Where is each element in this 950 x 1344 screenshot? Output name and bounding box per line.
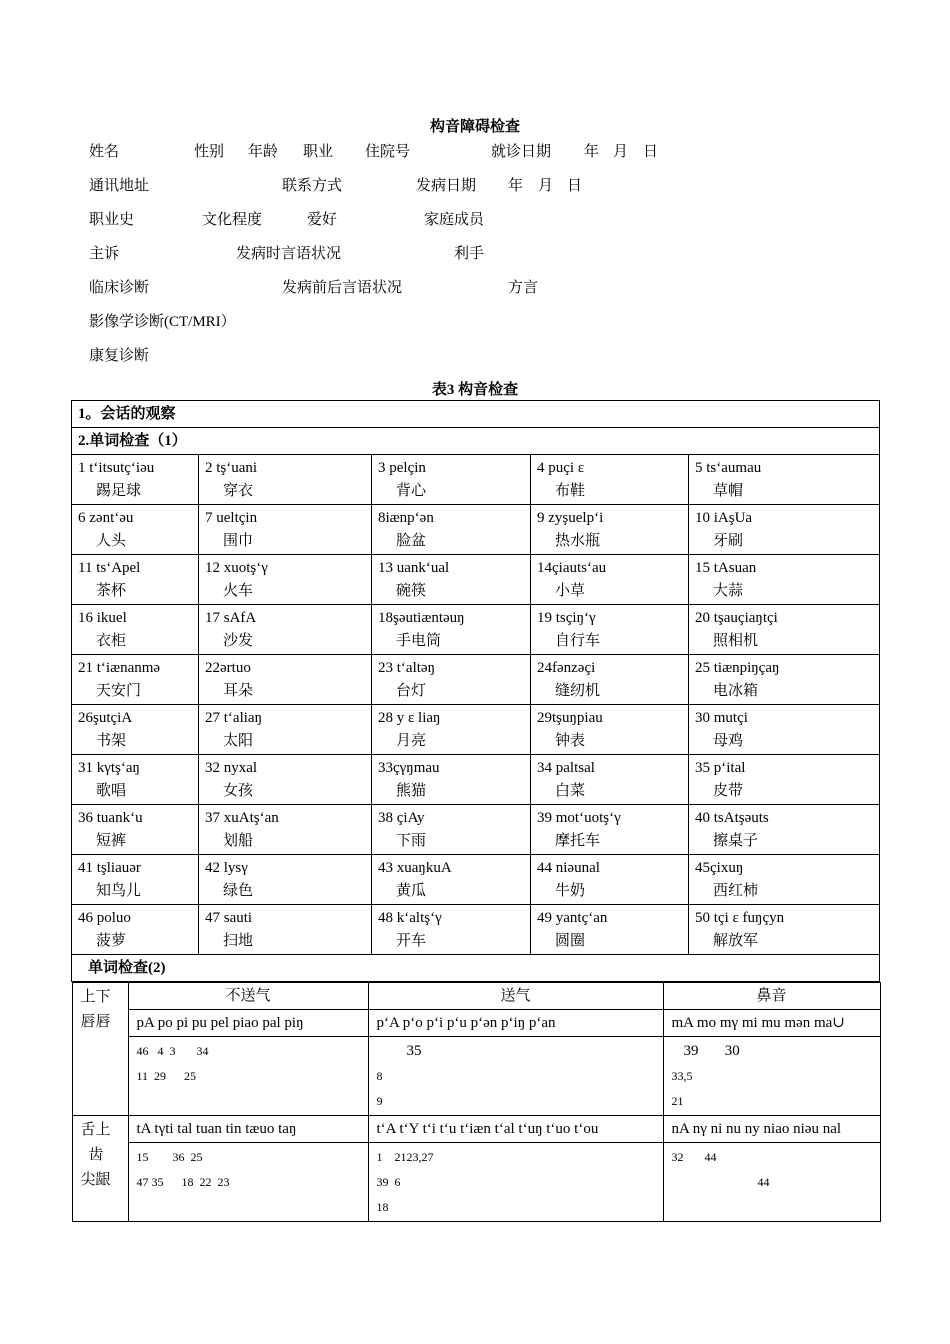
word-chinese: 布鞋 bbox=[555, 483, 586, 499]
word-cell bbox=[199, 505, 372, 555]
label-address: 通讯地址 bbox=[89, 178, 150, 194]
word-cell bbox=[531, 505, 689, 555]
label-speech-at-onset: 发病时言语状况 bbox=[236, 246, 342, 262]
articulation-table bbox=[71, 400, 880, 1222]
word-phonetic: 1 tʻitsutçʻiəu bbox=[78, 460, 155, 476]
word-phonetic: 6 zəntʻəu bbox=[78, 510, 134, 526]
tongue-label-2: 齿 bbox=[88, 1147, 104, 1163]
word-chinese: 围巾 bbox=[223, 533, 254, 549]
word-phonetic: 17 sAfA bbox=[205, 610, 257, 626]
word-cell bbox=[372, 805, 531, 855]
word-cell bbox=[531, 905, 689, 955]
word-cell bbox=[72, 605, 199, 655]
table-title: 表3 构音检查 bbox=[431, 382, 519, 398]
word-phonetic: 24fənzəçi bbox=[537, 660, 596, 676]
word-chinese: 手电筒 bbox=[396, 633, 442, 649]
word-phonetic: 28 y ε liaŋ bbox=[378, 710, 441, 726]
label-education: 文化程度 bbox=[202, 212, 263, 228]
label-gender: 性别 bbox=[194, 144, 225, 160]
word-phonetic: 44 niəunal bbox=[537, 860, 600, 876]
word-phonetic: 15 tAsuan bbox=[695, 560, 757, 576]
label-complaint: 主诉 bbox=[89, 246, 120, 262]
word-cell bbox=[689, 805, 880, 855]
word-phonetic: 25 tiænpiŋçaŋ bbox=[695, 660, 780, 676]
lips-unaspirated-scores bbox=[128, 1037, 368, 1116]
word-cell bbox=[199, 655, 372, 705]
lips-nasal-syllables: mA mo mγ mi mu mən ma∪ bbox=[663, 1010, 880, 1037]
score-line: 39 6 bbox=[376, 1175, 401, 1189]
word-phonetic: 50 tçi ε fuŋçyn bbox=[695, 910, 785, 926]
word-chinese: 母鸡 bbox=[713, 733, 744, 749]
row-label-tongue bbox=[72, 1116, 128, 1222]
word-phonetic: 40 tsAtşəuts bbox=[695, 810, 769, 826]
word-chinese: 下雨 bbox=[396, 833, 427, 849]
word-cell bbox=[199, 555, 372, 605]
word-phonetic: 37 xuAtşʻan bbox=[205, 810, 279, 826]
word-cell bbox=[372, 505, 531, 555]
label-onset-year: 年 bbox=[508, 178, 524, 194]
tongue-nasal-syllables: nA nγ ni nu ny niao niəu nal bbox=[663, 1116, 880, 1143]
lips-unaspirated-syllables: pA po pi pu pel piao pal piŋ bbox=[128, 1010, 368, 1037]
word-phonetic: 39 motʻuotşʻγ bbox=[537, 810, 621, 826]
tongue-label-1: 舌上 bbox=[80, 1122, 111, 1138]
tongue-label-3: 尖龈 bbox=[80, 1172, 111, 1188]
word-chinese: 书架 bbox=[96, 733, 127, 749]
word-cell bbox=[199, 755, 372, 805]
word-chinese: 白菜 bbox=[555, 783, 586, 799]
word-chinese: 熊猫 bbox=[396, 783, 427, 799]
word-phonetic: 14çiautsʻau bbox=[537, 560, 607, 576]
label-clinical-diagnosis: 临床诊断 bbox=[89, 280, 150, 296]
word-chinese: 人头 bbox=[96, 533, 127, 549]
word-phonetic: 48 kʻaltşʻγ bbox=[378, 910, 442, 926]
word-phonetic: 16 ikuel bbox=[78, 610, 127, 626]
word-cell bbox=[689, 755, 880, 805]
word-chinese: 小草 bbox=[555, 583, 586, 599]
word-cell bbox=[72, 905, 199, 955]
word-chinese: 圆圈 bbox=[555, 933, 586, 949]
label-age: 年龄 bbox=[248, 144, 279, 160]
tongue-unaspirated-syllables: tA tγti tal tuan tin tæuo taŋ bbox=[128, 1116, 368, 1143]
word-cell bbox=[199, 705, 372, 755]
word-chinese: 缝纫机 bbox=[555, 683, 601, 699]
word-phonetic: 7 ueltçin bbox=[205, 510, 258, 526]
word-chinese: 擦桌子 bbox=[713, 833, 759, 849]
label-work-history: 职业史 bbox=[89, 212, 135, 228]
word-chinese: 天安门 bbox=[96, 683, 142, 699]
label-name: 姓名 bbox=[89, 144, 120, 160]
word-chinese: 短裤 bbox=[96, 833, 127, 849]
word-cell bbox=[372, 755, 531, 805]
word-chinese: 解放军 bbox=[713, 933, 759, 949]
word-chinese: 摩托车 bbox=[555, 833, 601, 849]
word-phonetic: 30 mutçi bbox=[695, 710, 748, 726]
word-row bbox=[72, 455, 880, 505]
word-chinese: 月亮 bbox=[396, 733, 427, 749]
word-phonetic: 10 iAşUa bbox=[695, 510, 753, 526]
word-phonetic: 47 sauti bbox=[205, 910, 253, 926]
tongue-unaspirated-scores bbox=[128, 1143, 368, 1222]
word-chinese: 电冰箱 bbox=[713, 683, 759, 699]
lips-aspirated-syllables: pʻA pʻo pʻi pʻu pʻən pʻiŋ pʻan bbox=[368, 1010, 663, 1037]
word-phonetic: 2 tşʻuani bbox=[205, 460, 258, 476]
word-cell bbox=[372, 605, 531, 655]
word-cell bbox=[72, 855, 199, 905]
label-handedness: 利手 bbox=[454, 246, 485, 262]
word-chinese: 知鸟儿 bbox=[96, 883, 142, 899]
word-phonetic: 9 zyşuelpʻi bbox=[537, 510, 604, 526]
word-chinese: 耳朵 bbox=[223, 683, 254, 699]
word-phonetic: 4 puçi ε bbox=[537, 460, 585, 476]
label-speech-before-after: 发病前后言语状况 bbox=[282, 280, 403, 296]
tongue-aspirated-scores bbox=[368, 1143, 663, 1222]
word-cell bbox=[72, 505, 199, 555]
word-cell bbox=[531, 755, 689, 805]
word-phonetic: 42 lysγ bbox=[205, 860, 248, 876]
tongue-aspirated-syllables: tʻA tʻY tʻi tʻu tʻiæn tʻal tʻuŋ tʻuo tʻou bbox=[368, 1116, 663, 1143]
word-cell bbox=[372, 905, 531, 955]
label-onset-day: 日 bbox=[567, 178, 583, 194]
word-phonetic: 27 tʻaliaŋ bbox=[205, 710, 262, 726]
word-cell bbox=[689, 655, 880, 705]
label-year: 年 bbox=[584, 144, 600, 160]
word-phonetic: 31 kγtşʻaŋ bbox=[78, 760, 140, 776]
label-admission-no: 住院号 bbox=[365, 144, 411, 160]
word-chinese: 碗筷 bbox=[396, 583, 427, 599]
word-chinese: 自行车 bbox=[555, 633, 601, 649]
word-cell bbox=[689, 705, 880, 755]
word-chinese: 西红柿 bbox=[713, 883, 759, 899]
header-nasal: 鼻音 bbox=[663, 983, 880, 1010]
word-phonetic: 5 tsʻaumau bbox=[695, 460, 762, 476]
score-line: 47 35 18 22 23 bbox=[136, 1175, 230, 1189]
word-cell bbox=[199, 905, 372, 955]
word-row bbox=[72, 555, 880, 605]
word-phonetic: 21 tʻiænanmə bbox=[78, 660, 161, 676]
word-chinese: 黄瓜 bbox=[396, 883, 427, 899]
word-cell bbox=[372, 855, 531, 905]
document-title: 构音障碍检查 bbox=[429, 119, 520, 135]
score-line: 35 bbox=[406, 1043, 422, 1059]
word-phonetic: 38 çiAy bbox=[378, 810, 425, 826]
word-cell bbox=[72, 705, 199, 755]
score-line: 44 bbox=[757, 1175, 770, 1189]
word-phonetic: 23 tʻaltəŋ bbox=[378, 660, 435, 676]
word-chinese: 穿衣 bbox=[223, 483, 254, 499]
word-cell bbox=[372, 555, 531, 605]
word-chinese: 衣柜 bbox=[96, 633, 127, 649]
word-cell bbox=[372, 705, 531, 755]
word-phonetic: 3 pelçin bbox=[378, 460, 426, 476]
word-row bbox=[72, 755, 880, 805]
row-label-lips bbox=[72, 983, 128, 1116]
word-cell bbox=[72, 555, 199, 605]
word-cell bbox=[531, 805, 689, 855]
word-row bbox=[72, 505, 880, 555]
word-chinese: 牛奶 bbox=[555, 883, 586, 899]
word-phonetic: 12 xuotşʻγ bbox=[205, 560, 268, 576]
word-phonetic: 41 tşliauər bbox=[78, 860, 141, 876]
word-row bbox=[72, 705, 880, 755]
word-cell bbox=[689, 855, 880, 905]
word-phonetic: 36 tuankʻu bbox=[78, 810, 143, 826]
word-chinese: 划船 bbox=[223, 833, 254, 849]
score-line: 11 29 25 bbox=[136, 1069, 197, 1083]
label-occupation: 职业 bbox=[303, 144, 334, 160]
word-chinese: 牙刷 bbox=[713, 533, 744, 549]
word-chinese: 太阳 bbox=[223, 733, 254, 749]
word-chinese: 大蒜 bbox=[713, 583, 744, 599]
word-chinese: 沙发 bbox=[223, 633, 254, 649]
label-rehab-diagnosis: 康复诊断 bbox=[89, 348, 150, 364]
word-phonetic: 26şutçiA bbox=[78, 710, 133, 726]
word-cell bbox=[689, 905, 880, 955]
word-cell bbox=[199, 455, 372, 505]
word-cell bbox=[531, 455, 689, 505]
word-phonetic: 45çixuŋ bbox=[695, 860, 744, 876]
word-chinese: 皮带 bbox=[713, 783, 744, 799]
score-line: 1 2123,27 bbox=[376, 1150, 434, 1164]
lips-aspirated-scores bbox=[368, 1037, 663, 1116]
word-cell bbox=[199, 805, 372, 855]
label-family: 家庭成员 bbox=[424, 212, 485, 228]
word-row bbox=[72, 805, 880, 855]
word-chinese: 草帽 bbox=[713, 483, 744, 499]
word-cell bbox=[689, 455, 880, 505]
word-chinese: 茶杯 bbox=[96, 583, 127, 599]
word-phonetic: 35 pʻital bbox=[695, 760, 746, 776]
label-onset-month: 月 bbox=[538, 178, 554, 194]
syllable-table bbox=[72, 982, 881, 1222]
word-phonetic: 20 tşauçiaŋtçi bbox=[695, 610, 778, 626]
word-phonetic: 19 tsçiŋʻγ bbox=[537, 610, 596, 626]
word-cell bbox=[531, 705, 689, 755]
word-phonetic: 13 uankʻual bbox=[378, 560, 450, 576]
word-cell bbox=[72, 455, 199, 505]
word-cell bbox=[531, 655, 689, 705]
word-chinese: 踢足球 bbox=[96, 483, 142, 499]
word-cell bbox=[72, 805, 199, 855]
section-word-test-2: 单词检查(2) bbox=[72, 955, 880, 982]
word-row bbox=[72, 655, 880, 705]
word-chinese: 钟表 bbox=[555, 733, 586, 749]
score-line: 32 44 bbox=[671, 1150, 717, 1164]
lips-nasal-scores bbox=[663, 1037, 880, 1116]
word-chinese: 歌唱 bbox=[96, 783, 127, 799]
word-cell bbox=[72, 655, 199, 705]
section-conversation: 1。会话的观察 bbox=[72, 401, 880, 428]
word-cell bbox=[531, 605, 689, 655]
word-cell bbox=[689, 555, 880, 605]
lips-label-1: 上下 bbox=[80, 989, 111, 1005]
label-visit-date: 就诊日期 bbox=[491, 144, 552, 160]
word-cell bbox=[372, 655, 531, 705]
score-line: 18 bbox=[376, 1200, 389, 1214]
word-cell bbox=[531, 855, 689, 905]
word-chinese: 扫地 bbox=[223, 933, 254, 949]
label-dialect: 方言 bbox=[508, 280, 539, 296]
word-phonetic: 22ərtuo bbox=[205, 660, 251, 676]
score-line: 21 bbox=[671, 1094, 684, 1108]
score-line: 33,5 bbox=[671, 1069, 693, 1083]
label-onset-date: 发病日期 bbox=[416, 178, 477, 194]
label-month: 月 bbox=[613, 144, 629, 160]
word-phonetic: 34 paltsal bbox=[537, 760, 595, 776]
word-cell bbox=[689, 605, 880, 655]
word-phonetic: 8iænpʻən bbox=[378, 510, 434, 526]
score-line: 46 4 3 34 bbox=[136, 1044, 209, 1058]
word-chinese: 脸盆 bbox=[396, 533, 427, 549]
word-phonetic: 49 yantçʻan bbox=[537, 910, 608, 926]
word-cell bbox=[689, 505, 880, 555]
word-cell bbox=[199, 605, 372, 655]
tongue-nasal-scores bbox=[663, 1143, 880, 1222]
word-phonetic: 46 poluo bbox=[78, 910, 131, 926]
word-chinese: 菠萝 bbox=[96, 933, 127, 949]
header-unaspirated: 不送气 bbox=[128, 983, 368, 1010]
label-contact: 联系方式 bbox=[282, 178, 343, 194]
word-chinese: 照相机 bbox=[713, 633, 759, 649]
score-line: 8 bbox=[376, 1069, 383, 1083]
word-phonetic: 29tşuŋpiau bbox=[537, 710, 603, 726]
word-chinese: 绿色 bbox=[223, 883, 254, 899]
word-cell bbox=[199, 855, 372, 905]
section-word-test-1: 2.单词检查（1） bbox=[72, 428, 880, 455]
header-aspirated: 送气 bbox=[368, 983, 663, 1010]
word-chinese: 开车 bbox=[396, 933, 427, 949]
word-cell bbox=[372, 455, 531, 505]
label-day: 日 bbox=[643, 144, 659, 160]
word-row bbox=[72, 905, 880, 955]
label-hobby: 爱好 bbox=[307, 212, 338, 228]
word-grid bbox=[72, 455, 880, 955]
label-imaging-diagnosis: 影像学诊断(CT/MRI） bbox=[89, 314, 236, 330]
word-chinese: 热水瓶 bbox=[555, 533, 601, 549]
score-line: 15 36 25 bbox=[136, 1150, 203, 1164]
lips-label-2: 唇唇 bbox=[80, 1014, 111, 1030]
word-row bbox=[72, 605, 880, 655]
word-chinese: 火车 bbox=[223, 583, 254, 599]
word-phonetic: 33çγŋmau bbox=[378, 760, 440, 776]
word-phonetic: 11 tsʻApel bbox=[78, 560, 141, 576]
word-chinese: 背心 bbox=[396, 483, 427, 499]
word-phonetic: 32 nyxal bbox=[205, 760, 258, 776]
word-row bbox=[72, 855, 880, 905]
word-cell bbox=[531, 555, 689, 605]
score-line: 9 bbox=[376, 1094, 383, 1108]
word-chinese: 女孩 bbox=[223, 783, 254, 799]
word-phonetic: 43 xuaŋkuA bbox=[378, 860, 452, 876]
score-line: 39 30 bbox=[683, 1043, 740, 1059]
word-chinese: 台灯 bbox=[396, 683, 427, 699]
word-cell bbox=[72, 755, 199, 805]
word-phonetic: 18şəutiæntəuŋ bbox=[378, 610, 465, 626]
